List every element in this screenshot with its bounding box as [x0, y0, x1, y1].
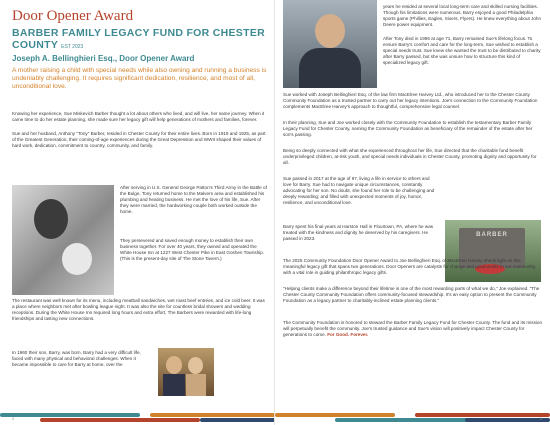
established-label: EST 2023 [61, 44, 84, 50]
paragraph: "Helping clients make a difference beyond their lifetime is one of the most rewarding parts of what we do," Joe explained. "The Chester County Community Foundation offers community-focused stewardship. It's an easy option to present the Community Foundation as a legacy partner to charitably-inclined estate planning clients." [283, 286, 540, 304]
closing-text: The Community Foundation is honored to steward the Barber Family Legacy Fund for Chester County. The fund and its mission will perpetually benefit the community. Joe's trusted guidance and Sue's vision will positively impact Chester County for generations to come. [283, 320, 542, 338]
stripe [415, 413, 550, 417]
paragraph: Barry spent his final years at Harston Hall in Flourtown, PA, where he was treated with the kindness and dignity he deserved by his caregivers. He passed in 2023. [283, 224, 434, 242]
paragraph: Being so deeply connected with what she experienced throughout her life, Sue directed that the charitable fund benefit underprivileged children, at-risk youth, and special needs individuals in Chester County, promoting dignity and opportunity for all. [283, 148, 537, 166]
paragraph [283, 320, 543, 338]
stripe [0, 413, 140, 417]
photo-figure [315, 14, 345, 48]
photo-figure [186, 374, 206, 396]
paragraph: Knowing her experience, Sue Miskevich Barber thought a lot about others who lived, and will live, her same journey. When it came time to do her estate planning, she made sure her legacy gift will help generations of mothers and families, forever. [12, 111, 265, 123]
photo-figure [299, 48, 361, 88]
right-page [275, 0, 550, 425]
photo-figure [62, 243, 92, 275]
portrait-photo [283, 0, 377, 88]
paragraph: They persevered and saved enough money to establish their own business together. For over 40 years, they owned and operated the White House Inn at 1227 West Chester Pike in East Goshen Township. (This is the present-day site of The Stone Tavern.) [120, 238, 265, 262]
decorative-stripes [275, 411, 550, 425]
page-title: Door Opener Award [12, 8, 134, 24]
stripe [465, 418, 550, 422]
stripe [40, 418, 200, 422]
paragraph: After serving in U.S. General George Patton's Third Army in the Battle of the Bulge, Tony returned home to the Malvern area and established his plumbing and heating business. He met the love of his life, Sue. After they were married, the hardworking couple both worked outside the home. [120, 185, 267, 215]
stripe [200, 418, 275, 422]
stripe [275, 413, 395, 417]
paragraph: Sue and her husband, Anthony "Tony" Barber, resided in Chester County for their entire lives. Born in 1919 and 1925, as part of the Greatest Generation, their coming-of-age experiences during the Great Depression and WWII shaped their values of hard work, dedication, commitment to country, community, and family. [12, 131, 266, 149]
fund-name: BARBER FAMILY LEGACY FUND FOR CHESTER COUNTY [12, 27, 266, 51]
paragraph: The restaurant was well known for its menu, including meatball sandwiches, wet roast beef entrées, and ice cold beer. It was a place where neighbors met after bowling league night. It was also the site for countless bridal showers and wedding receptions. During the White House Inn required long hours and extra effort, The Barbers were rewarded with life-long friendships and lasting new connections. [12, 298, 265, 322]
paragraph: years he resided at several local long-term care and skilled nursing facilities. Though his limitations were numerous, Barry enjoyed a good Philadelphia sports game (Phillies, Eagles, Sixers, Flyers). He knew everything about John Deere power equipment. [383, 4, 542, 28]
decorative-stripes [0, 411, 275, 425]
paragraph: In 1960 their son, Barry, was born. Barry had a very difficult life, faced with many physical and behavioral challenges. When it became impossible to care for Barry at home, over the [12, 350, 141, 368]
page-number: 3 [539, 416, 542, 421]
stripe [150, 413, 275, 417]
couple-photo [158, 348, 214, 396]
photo-figure [188, 357, 203, 374]
paragraph: After Tony died in 1996 at age 71, Barry remained Sue's lifelong focus. To ensure Barry's comfort and care for the long-term, Sue wished to establish a special needs trust. Sue knew she wanted the trust to be distributed to charity after Barry passed, but she was unsure how to structure this kind of specialized legacy gift. [383, 36, 541, 66]
mother-child-photo [12, 185, 114, 295]
gravestone-name: BARBER [476, 232, 508, 238]
paragraph: In their planning, Sue and Joe worked closely with the Community Foundation to establish the testamentary Barber Family Legacy Fund for Chester County, naming the Community Foundation as beneficiary of the remainder of the estate after her son's passing. [283, 120, 533, 138]
honoree-heading: Joseph A. Bellinghieri Esq., Door Opener Award [12, 54, 195, 63]
photo-figure [166, 356, 182, 374]
photo-figure [34, 199, 68, 239]
page-number: 2 [12, 416, 15, 421]
paragraph: Sue passed in 2017 at the age of 97, living a life in service to others and love for Barry. Sue had to navigate unique circumstances, constantly advocating for her son. No doubt, she found her role to be challenging and deeply rewarding; and filled with unexpected moments of joy, humor, resilience, and unconditional love. [283, 176, 435, 206]
photo-figure [163, 374, 185, 396]
paragraph: Sue worked with Joseph Bellinghieri Esq. of the law firm MacElree Harvey Ltd., who introduced her to the Chester County Community Foundation as a trusted partner to carry out her legacy intentions. Joe's connection to the Community Foundation complements MacElree Harvey's approach to thoughtful, comprehensive legal counsel. [283, 92, 538, 110]
fund-subtitle [12, 27, 267, 53]
paragraph: The 2025 Community Foundation Door Opener Award to Joe Bellinghieri Esq. of MacElree Harvey sheds light on this meaningful legacy gift that spans two generations. Door Openers are catalysts for change and good works in our community, with a vital role in guiding philanthropic legacy gifts. [283, 258, 536, 276]
pull-quote: A mother raising a child with special needs while also owning and running a business is undeniably challenging. It requires significant dedication, resilience, and most of all, unconditional love. [12, 67, 267, 90]
tagline: For Good. Forever. [327, 332, 369, 338]
stripe [335, 418, 485, 422]
